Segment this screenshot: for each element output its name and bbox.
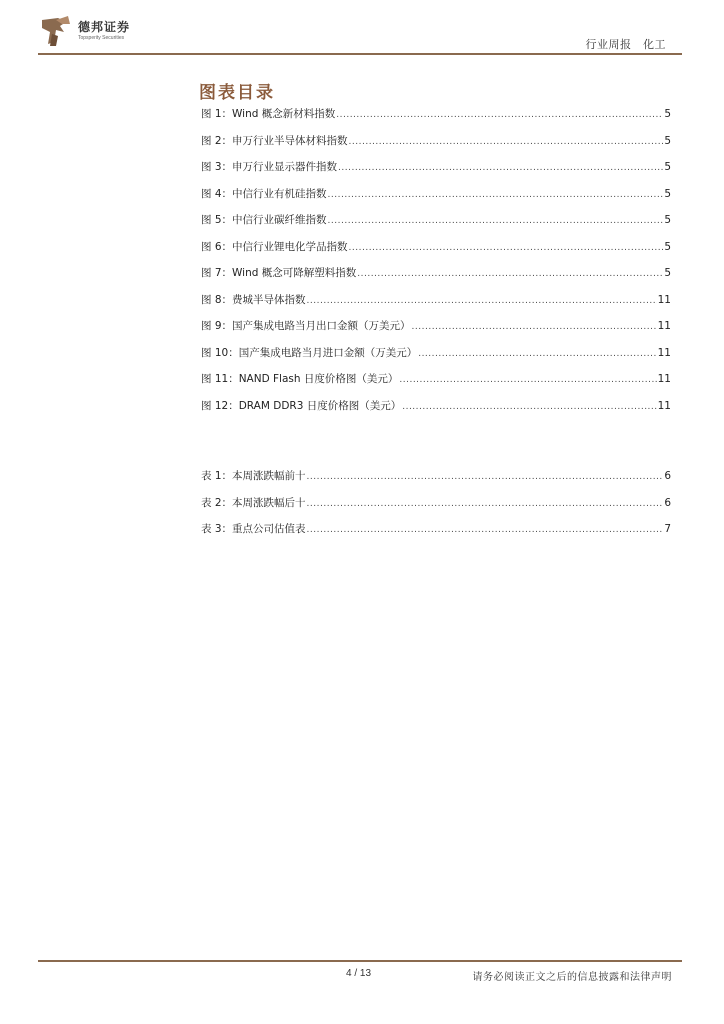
dot-leader (307, 472, 664, 482)
dot-leader (349, 137, 664, 147)
figure-entry-page: 5 (664, 108, 671, 120)
figure-entry-label: 图 11：NAND Flash 日度价格图（美元） (201, 373, 399, 385)
dot-leader (412, 322, 657, 332)
figure-entry[interactable] (201, 265, 671, 292)
figure-entry[interactable] (201, 159, 671, 186)
logo-mark-icon (38, 14, 72, 48)
figure-entry[interactable] (201, 106, 671, 133)
footer-divider (38, 960, 682, 962)
table-entry[interactable] (201, 468, 671, 495)
dot-leader (307, 499, 664, 509)
table-entry[interactable] (201, 521, 671, 548)
disclaimer-text: 请务必阅读正文之后的信息披露和法律声明 (472, 972, 672, 983)
logo-text-cn: 德邦证券 (78, 20, 131, 34)
figure-entry-label: 图 6：中信行业锂电化学品指数 (201, 240, 348, 253)
report-type: 行业周报 化工 (585, 38, 666, 51)
figure-entry-label: 图 12：DRAM DDR3 日度价格图（美元） (201, 399, 402, 412)
dot-leader (307, 525, 664, 535)
figure-entry-page: 5 (664, 240, 671, 253)
table-list (201, 468, 671, 548)
figure-entry-page: 11 (657, 373, 671, 385)
table-entry-label: 表 1：本周涨跌幅前十 (201, 470, 306, 482)
figure-entry-label: 图 5：中信行业碳纤维指数 (201, 214, 327, 226)
table-entry-page: 6 (664, 496, 671, 509)
table-entry[interactable] (201, 495, 671, 522)
dot-leader (336, 110, 663, 120)
dot-leader (402, 402, 656, 412)
page-header (0, 0, 724, 60)
table-entry-page: 6 (664, 470, 671, 482)
figure-list (201, 106, 671, 424)
figure-entry-label: 图 2：申万行业半导体材料指数 (201, 134, 348, 147)
figure-entry[interactable] (201, 186, 671, 213)
dot-leader (399, 375, 656, 385)
figure-entry[interactable] (201, 292, 671, 319)
figure-entry-page: 11 (657, 293, 671, 306)
figure-entry-label: 图 7：Wind 概念可降解塑料指数 (201, 267, 357, 279)
dot-leader (328, 216, 664, 226)
figure-entry[interactable] (201, 318, 671, 345)
figure-entry-label: 图 1：Wind 概念新材料指数 (201, 108, 336, 120)
dot-leader (338, 163, 663, 173)
toc-title: 图表目录 (199, 83, 275, 104)
dot-leader (328, 190, 664, 200)
figure-entry-page: 5 (664, 134, 671, 147)
figure-entry-label: 图 9：国产集成电路当月出口金额（万美元） (201, 320, 411, 332)
figure-entry[interactable] (201, 133, 671, 160)
page-number: 4 / 13 (346, 968, 372, 979)
figure-entry-label: 图 3：申万行业显示器件指数 (201, 161, 338, 173)
figure-entry-page: 5 (664, 267, 671, 279)
table-entry-page: 7 (664, 523, 671, 535)
dot-leader (349, 243, 664, 253)
figure-entry-page: 11 (657, 346, 671, 359)
figure-entry-page: 11 (657, 399, 671, 412)
figure-entry-page: 5 (664, 161, 671, 173)
figure-entry-page: 5 (664, 214, 671, 226)
figure-entry-label: 图 4：中信行业有机硅指数 (201, 187, 327, 200)
logo-text-en: Topsperity Securities (78, 35, 125, 41)
figure-entry-label: 图 10：国产集成电路当月进口金额（万美元） (201, 346, 418, 359)
dot-leader (357, 269, 663, 279)
dot-leader (418, 349, 656, 359)
figure-entry[interactable] (201, 212, 671, 239)
dot-leader (307, 296, 657, 306)
table-entry-label: 表 3：重点公司估值表 (201, 523, 306, 535)
figure-entry[interactable] (201, 371, 671, 398)
company-logo (38, 14, 158, 54)
figure-entry-page: 5 (664, 187, 671, 200)
figure-entry-label: 图 8：费城半导体指数 (201, 293, 306, 306)
figure-entry-page: 11 (657, 320, 671, 332)
header-divider (38, 53, 682, 55)
figure-entry[interactable] (201, 345, 671, 372)
table-entry-label: 表 2：本周涨跌幅后十 (201, 496, 306, 509)
figure-entry[interactable] (201, 239, 671, 266)
figure-entry[interactable] (201, 398, 671, 425)
